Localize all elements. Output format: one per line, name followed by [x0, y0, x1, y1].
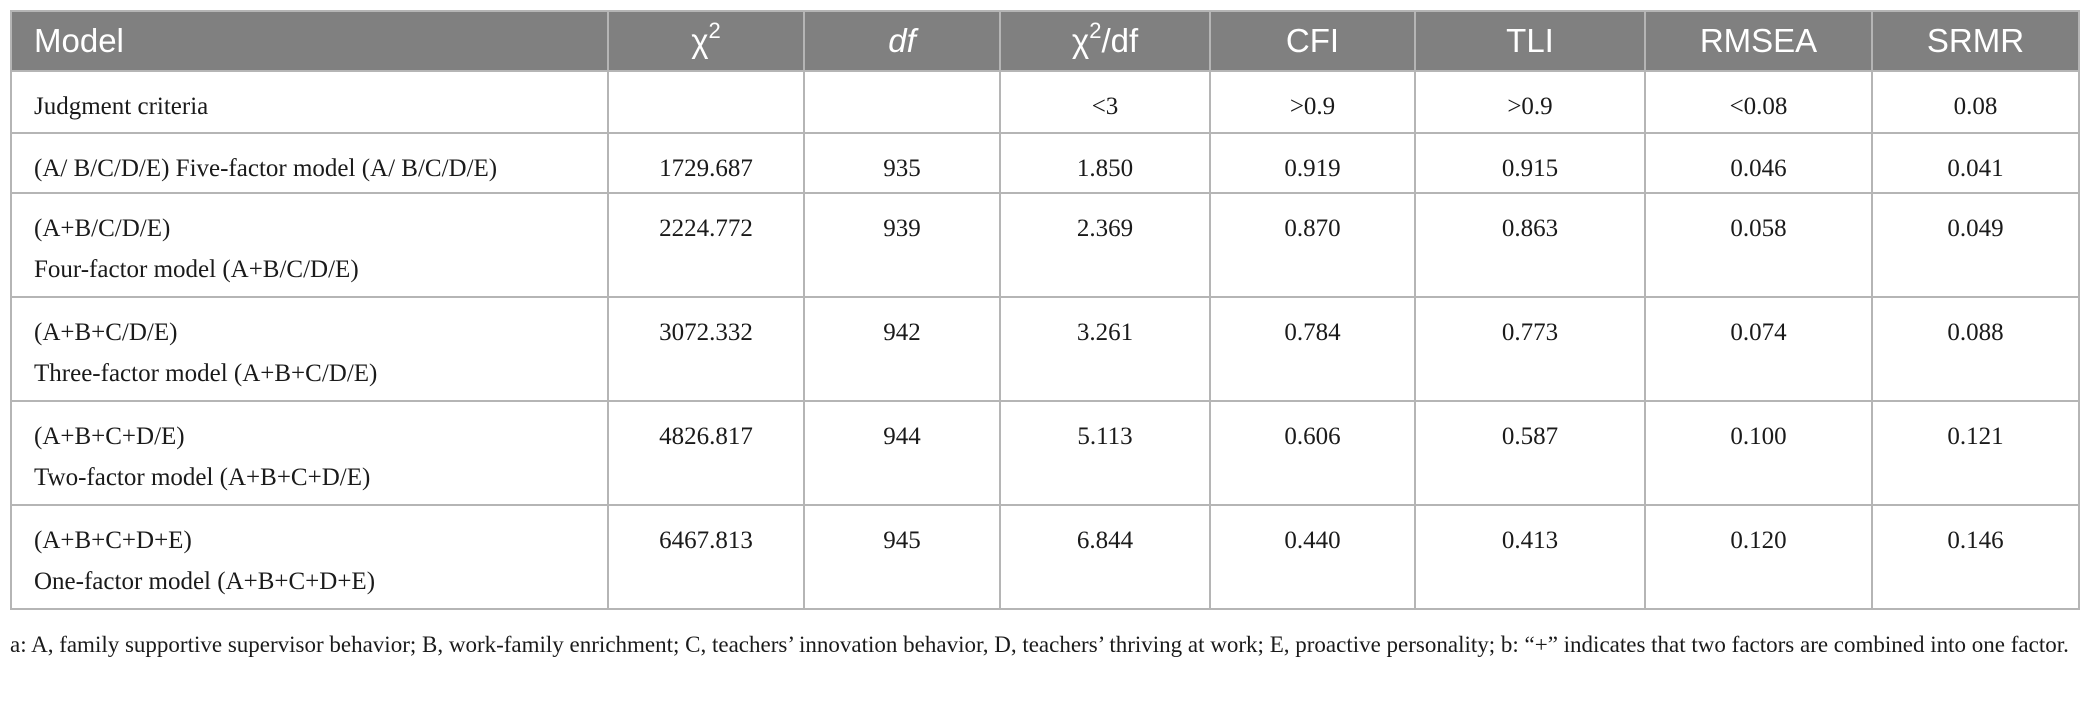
over-df-label: /df — [1101, 22, 1139, 59]
cell-tli: >0.9 — [1415, 71, 1645, 133]
model-line-1: (A/ B/C/D/E) Five-factor model (A/ B/C/D/E) — [34, 155, 498, 182]
chi-symbol: χ — [1071, 22, 1090, 59]
table-row — [11, 71, 2079, 133]
cell-chi-square: 1729.687 — [608, 133, 804, 193]
header-rmsea: RMSEA — [1645, 11, 1872, 71]
table-body — [11, 71, 2079, 609]
table-row — [11, 401, 2079, 505]
cell-chi-square-over-df: 1.850 — [1000, 133, 1210, 193]
model-line-1: (A+B+C+D/E) — [34, 423, 185, 450]
cell-df: 939 — [804, 193, 1000, 297]
model-line-2: Four-factor model (A+B/C/D/E) — [34, 256, 359, 283]
cell-tli: 0.863 — [1415, 193, 1645, 297]
model-fit-table-container — [10, 10, 2078, 610]
cell-cfi: 0.440 — [1210, 505, 1415, 609]
cell-chi-square-over-df: 3.261 — [1000, 297, 1210, 401]
cell-df: 944 — [804, 401, 1000, 505]
model-fit-table — [10, 10, 2080, 610]
cell-chi-square: 2224.772 — [608, 193, 804, 297]
cell-rmsea: <0.08 — [1645, 71, 1872, 133]
cell-cfi: 0.870 — [1210, 193, 1415, 297]
header-chi-square — [608, 11, 804, 71]
cell-cfi: 0.784 — [1210, 297, 1415, 401]
cell-rmsea: 0.046 — [1645, 133, 1872, 193]
cell-tli: 0.915 — [1415, 133, 1645, 193]
cell-tli: 0.773 — [1415, 297, 1645, 401]
header-model: Model — [11, 11, 608, 71]
cell-model — [11, 133, 608, 193]
header-cfi: CFI — [1210, 11, 1415, 71]
cell-chi-square-over-df: 5.113 — [1000, 401, 1210, 505]
cell-chi-square-over-df: <3 — [1000, 71, 1210, 133]
cell-df — [804, 71, 1000, 133]
cell-chi-square — [608, 71, 804, 133]
cell-chi-square-over-df: 2.369 — [1000, 193, 1210, 297]
cell-cfi: >0.9 — [1210, 71, 1415, 133]
model-line-1: (A+B+C+D+E) — [34, 527, 192, 554]
cell-rmsea: 0.120 — [1645, 505, 1872, 609]
model-line-2: Two-factor model (A+B+C+D/E) — [34, 464, 371, 491]
cell-model — [11, 505, 608, 609]
cell-model — [11, 71, 608, 133]
header-chi-square-over-df — [1000, 11, 1210, 71]
cell-df: 945 — [804, 505, 1000, 609]
table-row — [11, 505, 2079, 609]
model-line-1: Judgment criteria — [34, 93, 209, 120]
table-row — [11, 297, 2079, 401]
cell-rmsea: 0.100 — [1645, 401, 1872, 505]
chi-superscript: 2 — [708, 18, 721, 43]
cell-cfi: 0.606 — [1210, 401, 1415, 505]
model-line-2: One-factor model (A+B+C+D+E) — [34, 568, 376, 595]
cell-rmsea: 0.058 — [1645, 193, 1872, 297]
cell-model — [11, 401, 608, 505]
cell-srmr: 0.049 — [1872, 193, 2079, 297]
model-line-1: (A+B/C/D/E) — [34, 215, 171, 242]
header-tli: TLI — [1415, 11, 1645, 71]
table-row — [11, 193, 2079, 297]
cell-srmr: 0.08 — [1872, 71, 2079, 133]
cell-rmsea: 0.074 — [1645, 297, 1872, 401]
cell-chi-square: 4826.817 — [608, 401, 804, 505]
header-row — [11, 11, 2079, 71]
cell-model — [11, 193, 608, 297]
cell-chi-square: 3072.332 — [608, 297, 804, 401]
table-header — [11, 11, 2079, 71]
cell-chi-square-over-df: 6.844 — [1000, 505, 1210, 609]
cell-srmr: 0.121 — [1872, 401, 2079, 505]
chi-superscript: 2 — [1089, 18, 1102, 43]
cell-tli: 0.587 — [1415, 401, 1645, 505]
cell-chi-square: 6467.813 — [608, 505, 804, 609]
cell-srmr: 0.041 — [1872, 133, 2079, 193]
model-line-1: (A+B+C/D/E) — [34, 319, 178, 346]
cell-srmr: 0.146 — [1872, 505, 2079, 609]
cell-df: 935 — [804, 133, 1000, 193]
model-line-2: Three-factor model (A+B+C/D/E) — [34, 360, 378, 387]
header-srmr: SRMR — [1872, 11, 2079, 71]
cell-srmr: 0.088 — [1872, 297, 2079, 401]
table-row — [11, 133, 2079, 193]
header-df — [804, 11, 1000, 71]
cell-df: 942 — [804, 297, 1000, 401]
table-footnote: a: A, family supportive supervisor behavior; B, work-family enrichment; C, teachers’ innovation behavior, D, teachers’ thriving at work; E, proactive personality; b: “+” indicates that two factors are combined into one factor. — [10, 632, 2069, 657]
cell-tli: 0.413 — [1415, 505, 1645, 609]
chi-symbol: χ — [691, 22, 709, 59]
cell-cfi: 0.919 — [1210, 133, 1415, 193]
df-label: df — [888, 22, 916, 59]
cell-model — [11, 297, 608, 401]
